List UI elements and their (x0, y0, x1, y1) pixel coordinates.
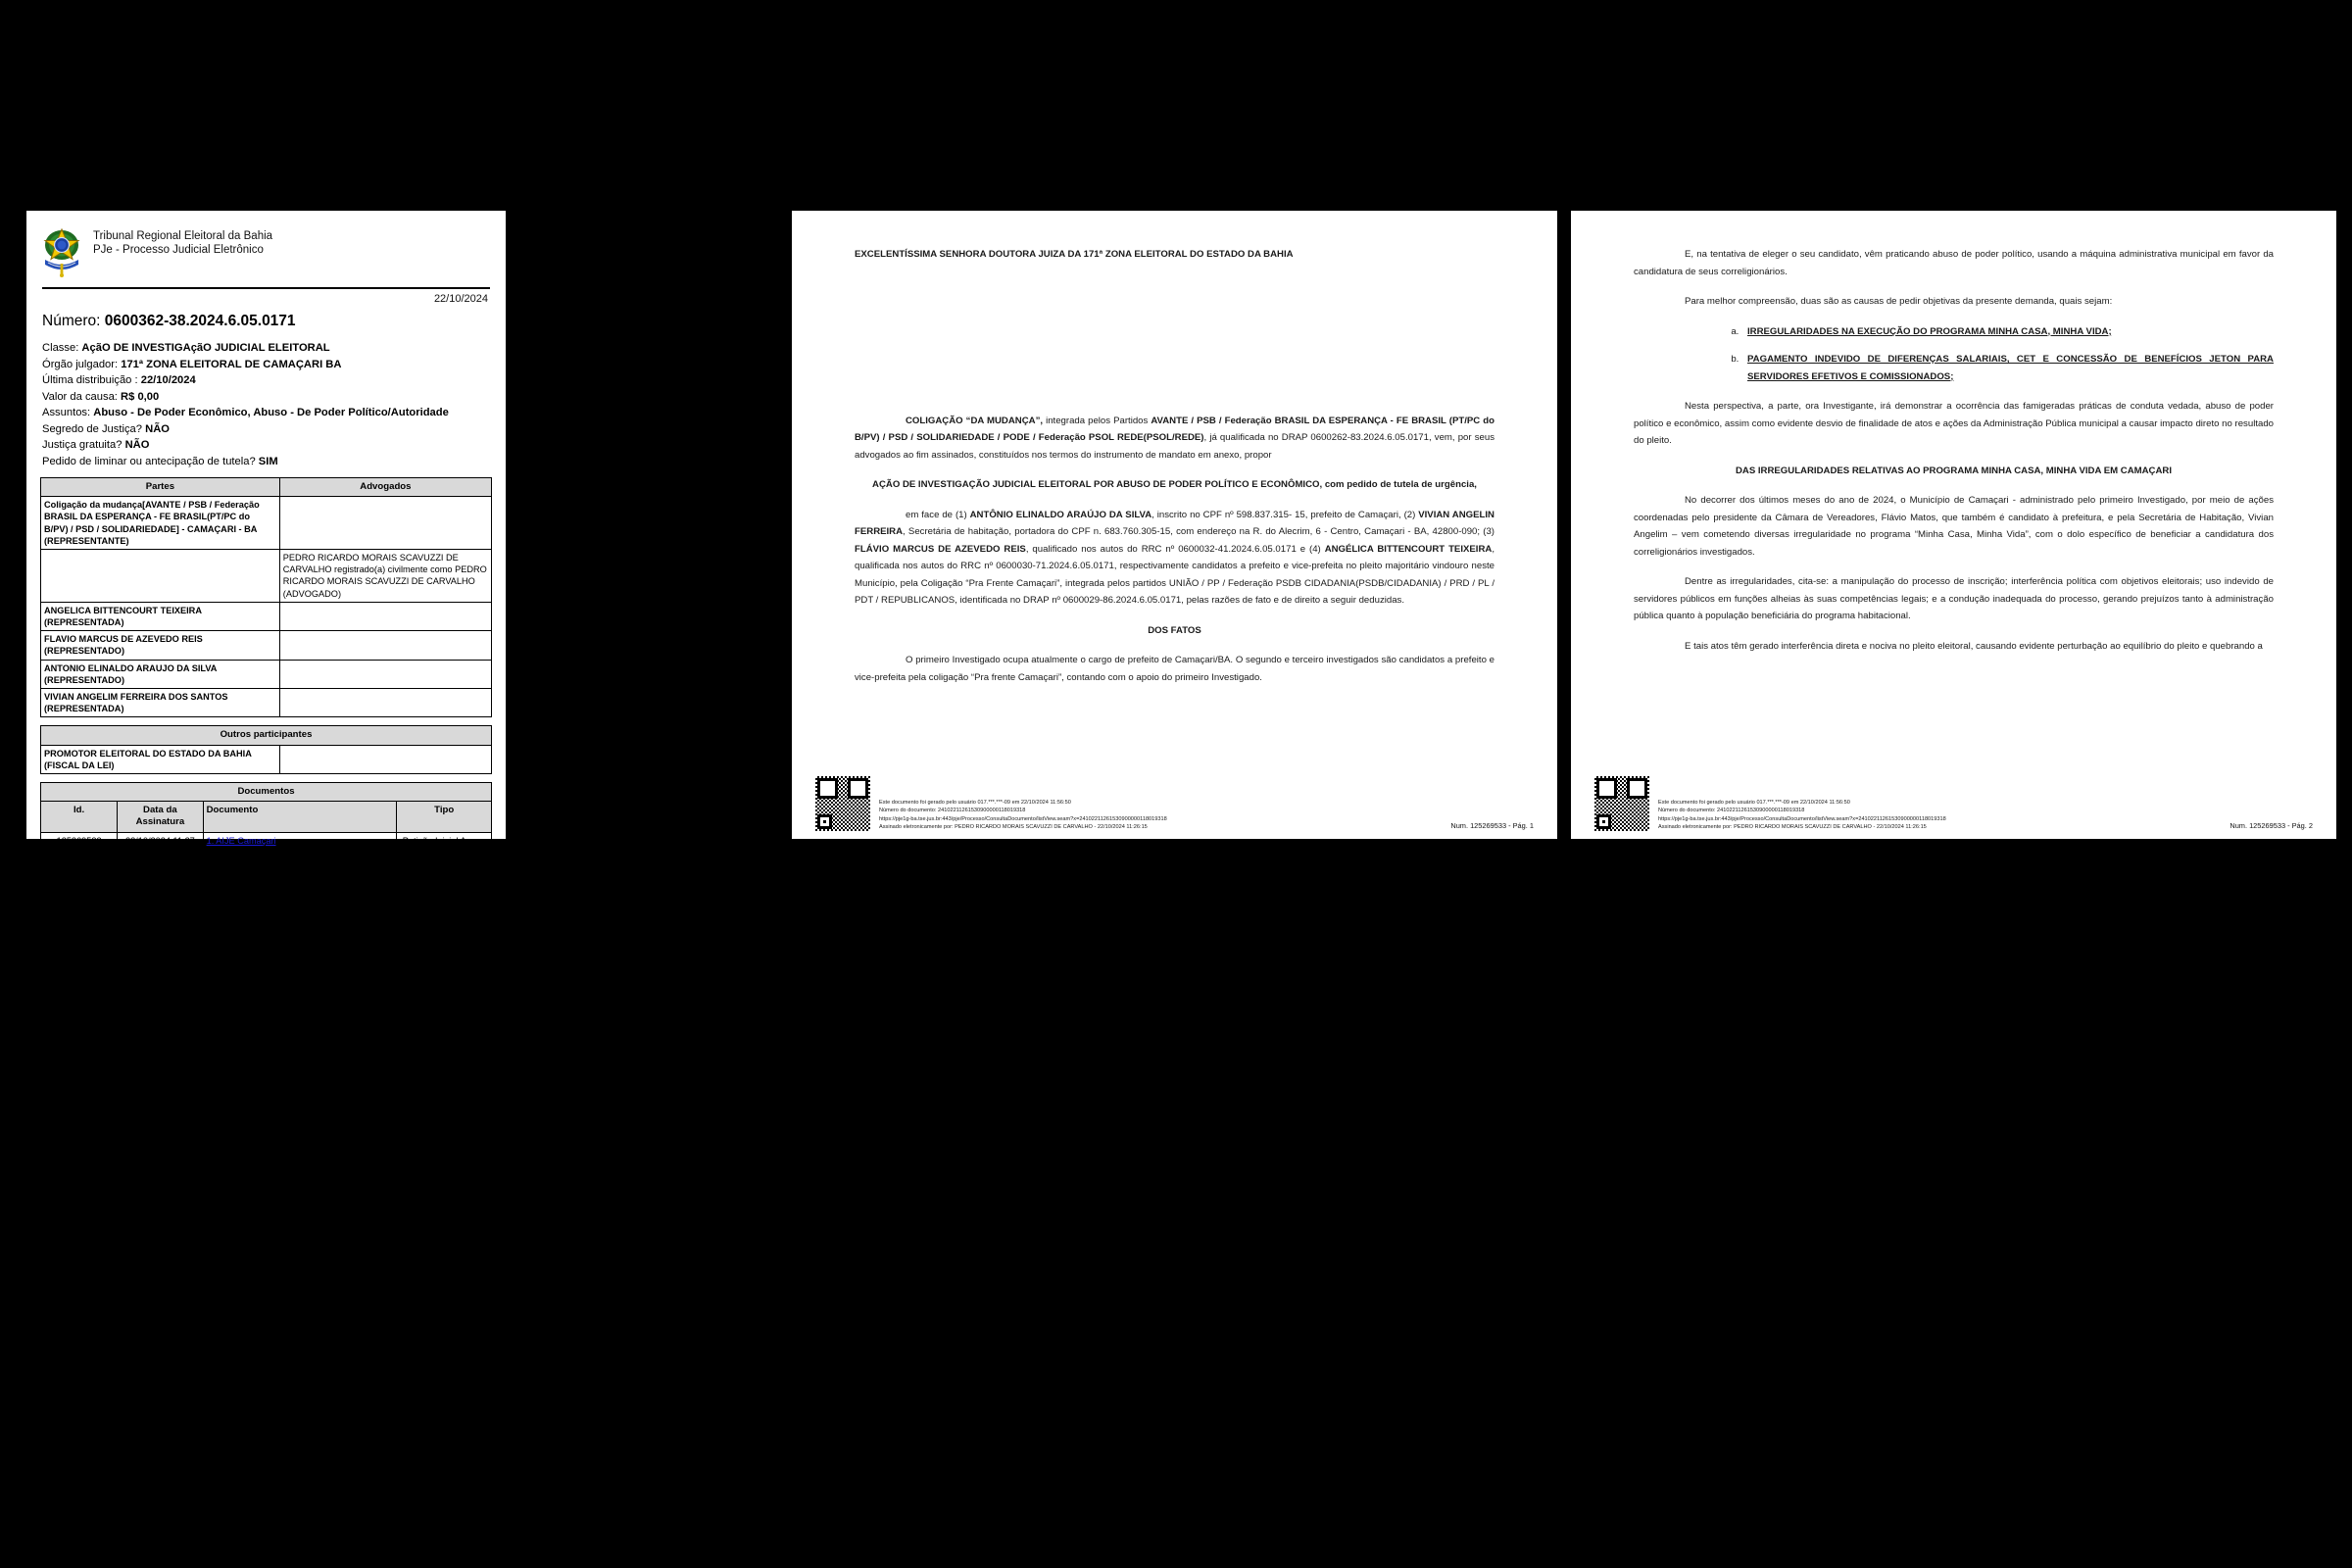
header-date: 22/10/2024 (433, 293, 488, 305)
coligacao-text-1: integrada pelos Partidos (1043, 415, 1152, 426)
participante-extra-cell (279, 745, 491, 773)
header-divider (42, 287, 490, 289)
table-row (41, 602, 492, 630)
meta-label: Última distribuição : (42, 374, 138, 386)
footer-metadata (879, 799, 1442, 831)
causas-list (1634, 323, 2274, 386)
partidos-list: AVANTE / PSB / Federação BRASIL DA ESPERANÇA - FE BRASIL (PT/PC do B/PV) / PSD / SOLIDARIEDADE / PODE / Federação PSOL REDE(PSOL/REDE) (855, 415, 1494, 443)
meta-pedido-liminar (42, 454, 492, 470)
paragraph-interferencia: E tais atos têm gerado interferência direta e nociva no pleito eleitoral, causando evidente perturbação ao equilíbrio do pleito e quebrando a (1685, 640, 2263, 652)
process-number-label: Número: (42, 313, 101, 329)
table-row (41, 832, 492, 849)
meta-value: Abuso - De Poder Econômico, Abuso - De Poder Político/Autoridade (93, 407, 449, 418)
investigado-2-name: VIVIAN ANGELIN FERREIRA (855, 509, 1494, 537)
parte-cell: ANGELICA BITTENCOURT TEIXEIRA (REPRESENTADA) (41, 602, 280, 630)
meta-valor-causa (42, 389, 492, 406)
action-title-rest: com pedido de tutela de urgência, (1322, 479, 1477, 490)
partes-table (40, 477, 492, 717)
footer-signature: Assinado eletronicamente por: PEDRO RICARDO MORAIS SCAVUZZI DE CARVALHO - 22/10/2024 11:26:15 (1658, 823, 1927, 830)
documento-data-cell: 22/10/2024 11:27 (118, 832, 203, 849)
table-row (41, 631, 492, 660)
brazil-coat-of-arms-icon (40, 226, 83, 277)
table-row (41, 660, 492, 688)
institution-header (40, 220, 492, 277)
table-row (41, 745, 492, 773)
coligacao-text-2: , já qualificada no DRAP 0600262-83.2024.6.05.0171, vem, por seus advogados ao fim assinados, constituídos nos termos do instrumento de mandato em anexo, propor (855, 432, 1494, 461)
org-name: Tribunal Regional Eleitoral da Bahia (93, 230, 273, 242)
paragraph-irregularidades-lista: Dentre as irregularidades, cita-se: a manipulação do processo de inscrição; interferência política com objetivos eleitorais; uso indevido de servidores públicos em funções alheias às suas competências legais; e a condução inadequada do processo, gerando prejuízos tanto à administração pública quanto à população beneficiária do programa habitacional. (1634, 576, 2274, 621)
emface-text-5: , qualificada nos autos do RRC nº 0600030-71.2024.6.05.0171, respectivamente candidatos a prefeito e vice-prefeita no pleito majoritário vindouro neste Município, pela Coligação “Pra Frente Camaçari”, integrada pelos partidos UNIÃO / PP / Federação PSDB CIDADANIA(PSDB/CIDADANIA) / PRD / PL / PDT / REPUBLICANOS, identificada no DRAP nº 0600029-86.2024.6.05.0171, pelas razões de fato e de direito a seguir deduzidas. (855, 543, 1494, 606)
footer-document-number: Número do documento: 24102211261530900000118019318 (1658, 808, 1805, 814)
meta-label: Assuntos: (42, 407, 91, 418)
meta-value: SIM (258, 455, 278, 467)
paragraph-em-face-de (855, 507, 1494, 610)
process-number-line (42, 313, 492, 330)
paragraph-dos-fatos: O primeiro Investigado ocupa atualmente o cargo de prefeito de Camaçari/BA. O segundo e terceiro investigados são candidatos a prefeito e vice-prefeita pela coligação “Pra frente Camaçari”, contando com o apoio do primeiro Investigado. (855, 655, 1494, 683)
footer-url: https://pje1g-ba.tse.jus.br:443/pje/Processo/ConsultaDocumento/listView.seam?x=24102211261530900000118019318 (879, 815, 1167, 822)
action-title (855, 476, 1494, 494)
parte-cell: VIVIAN ANGELIM FERREIRA DOS SANTOS (REPRESENTADA) (41, 689, 280, 717)
column-header-tipo: Tipo (397, 802, 492, 832)
page-petition-1 (792, 211, 1557, 839)
emface-text-4: , qualificado nos autos do RRC nº 0600032-41.2024.6.05.0171 e (4) (1025, 543, 1325, 555)
footer-signature: Assinado eletronicamente por: PEDRO RICARDO MORAIS SCAVUZZI DE CARVALHO - 22/10/2024 11:26:15 (879, 823, 1148, 830)
meta-label: Órgão julgador: (42, 358, 119, 370)
meta-value: 171ª ZONA ELEITORAL DE CAMAÇARI BA (121, 358, 342, 370)
addressee-heading: EXCELENTÍSSIMA SENHORA DOUTORA JUIZA DA 171ª ZONA ELEITORAL DO ESTADO DA BAHIA (855, 249, 1294, 260)
table-row (41, 550, 492, 603)
action-title-bold: AÇÃO DE INVESTIGAÇÃO JUDICIAL ELEITORAL POR ABUSO DE PODER POLÍTICO E ECONÔMICO, (872, 479, 1323, 490)
advogado-cell: PEDRO RICARDO MORAIS SCAVUZZI DE CARVALHO registrado(a) civilmente como PEDRO RICARDO MORAIS SCAVUZZI DE CARVALHO (ADVOGADO) (279, 550, 491, 603)
footer-metadata (1658, 799, 2221, 831)
documento-link[interactable]: 1. AIJE Camaçari (206, 835, 276, 846)
footer-page-label: Num. 125269533 - Pág. 1 (1450, 821, 1534, 830)
paragraph-coligacao (855, 413, 1494, 465)
blank-space (855, 322, 1494, 413)
investigado-1-name: ANTÔNIO ELINALDO ARAÚJO DA SILVA (969, 509, 1152, 520)
column-header-outros-participantes: Outros participantes (41, 726, 492, 745)
column-header-id: Id. (41, 802, 118, 832)
advogado-cell (279, 689, 491, 717)
advogado-cell (279, 497, 491, 550)
advogado-cell (279, 631, 491, 660)
meta-justica-gratuita (42, 437, 492, 454)
table-subheader-row (41, 802, 492, 832)
footer-url: https://pje1g-ba.tse.jus.br:443/pje/Processo/ConsultaDocumento/listView.seam?x=24102211261530900000118019318 (1658, 815, 1946, 822)
column-header-advogados: Advogados (279, 478, 491, 497)
investigado-4-name: ANGÉLICA BITTENCOURT TEIXEIRA (1324, 543, 1493, 555)
table-header-row (41, 478, 492, 497)
emface-text-2: , inscrito no CPF nº 598.837.315- 15, prefeito de Camaçari, (2) (1152, 509, 1419, 520)
meta-label: Justiça gratuita? (42, 439, 122, 451)
meta-value: AçãO DE INVESTIGAçãO JUDICIAL ELEITORAL (81, 342, 330, 354)
footer-generated-by: Este documento foi gerado pelo usuário 017.***.***-09 em 22/10/2024 11:56:50 (879, 800, 1071, 807)
investigado-3-name: FLÁVIO MARCUS DE AZEVEDO REIS (855, 543, 1026, 555)
paragraph-causas-pedir: Para melhor compreensão, duas são as causas de pedir objetivas da presente demanda, quais sejam: (1685, 296, 2113, 307)
meta-orgao-julgador (42, 357, 492, 373)
list-item (1741, 323, 2274, 341)
meta-ultima-distribuicao (42, 372, 492, 389)
qr-code-icon (1594, 776, 1649, 831)
meta-label: Valor da causa: (42, 390, 118, 403)
advogado-cell (279, 602, 491, 630)
emface-text-3: , Secretária de habitação, portadora do CPF n. 683.760.305-15, com endereço na R. do Alecrim, 6 - Centro, Camaçari - BA, 42800-090; (3) (903, 526, 1494, 537)
meta-classe (42, 340, 492, 357)
causa-item-a: a. IRREGULARIDADES NA EXECUÇÃO DO PROGRAMA MINHA CASA, MINHA VIDA; (1747, 325, 2112, 337)
meta-label: Classe: (42, 342, 79, 354)
documento-id-cell: 125269533 (41, 832, 118, 849)
documentos-table (40, 782, 492, 850)
meta-value: NÃO (124, 439, 150, 451)
section-title-irregularidades: DAS IRREGULARIDADES RELATIVAS AO PROGRAMA MINHA CASA, MINHA VIDA EM CAMAÇARI (1735, 465, 2173, 476)
meta-value: 22/10/2024 (140, 374, 196, 386)
footer-page-label: Num. 125269533 - Pág. 2 (2230, 821, 2313, 830)
outros-participantes-table (40, 725, 492, 774)
documento-tipo-cell: Petição Inicial Anexa (397, 832, 492, 849)
footer-document-number: Número do documento: 24102211261530900000118019318 (879, 808, 1026, 814)
table-row (41, 497, 492, 550)
meta-segredo-justica (42, 421, 492, 438)
table-row (41, 689, 492, 717)
participante-cell: PROMOTOR ELEITORAL DO ESTADO DA BAHIA (FISCAL DA LEI) (41, 745, 280, 773)
section-title-dos-fatos: DOS FATOS (1148, 624, 1201, 636)
system-name: PJe - Processo Judicial Eletrônico (93, 243, 264, 256)
footer-generated-by: Este documento foi gerado pelo usuário 017.***.***-09 em 22/10/2024 11:56:50 (1658, 800, 1850, 807)
documento-link-cell[interactable] (203, 832, 397, 849)
emface-text-1: em face de (1) (906, 509, 970, 520)
meta-assuntos (42, 405, 492, 421)
parte-cell (41, 550, 280, 603)
coligacao-name: COLIGAÇÃO “DA MUDANÇA”, (906, 415, 1044, 426)
meta-value: R$ 0,00 (121, 390, 160, 403)
meta-value: NÃO (145, 422, 170, 435)
process-number-value: 0600362-38.2024.6.05.0171 (104, 313, 296, 329)
page-footer (815, 776, 1534, 831)
meta-label: Pedido de liminar ou antecipação de tutela? (42, 455, 256, 467)
advogado-cell (279, 660, 491, 688)
column-header-data-assinatura: Data da Assinatura (118, 802, 203, 832)
page-cover-sheet (26, 211, 506, 846)
paragraph-perspectiva: Nesta perspectiva, a parte, ora Investigante, irá demonstrar a ocorrência das famigeradas práticas de conduta vedada, abuso de poder político e econômico, assim como evidente desvio de finalidade de atos e ações da Administração Pública municipal a causar impacto direto no resultado do pleito. (1634, 401, 2274, 446)
paragraph-abuso-poder: E, na tentativa de eleger o seu candidato, vêm praticando abuso de poder político, usando a máquina administrativa municipal em favor da candidatura de seus correligionários. (1634, 249, 2274, 277)
table-header-row (41, 726, 492, 745)
column-header-documentos: Documentos (41, 783, 492, 802)
parte-cell: FLAVIO MARCUS DE AZEVEDO REIS (REPRESENTADO) (41, 631, 280, 660)
parte-cell: Coligação da mudança[AVANTE / PSB / Federação BRASIL DA ESPERANÇA - FE BRASIL(PT/PC do B/PV) / PSD / SOLIDARIEDADE] - CAMAÇARI - BA (REPRESENTANTE) (41, 497, 280, 550)
column-header-partes: Partes (41, 478, 280, 497)
parte-cell: ANTONIO ELINALDO ARAUJO DA SILVA (REPRESENTADO) (41, 660, 280, 688)
page-petition-2 (1571, 211, 2336, 839)
page-footer (1594, 776, 2313, 831)
list-item (1741, 351, 2274, 385)
causa-item-b: b. PAGAMENTO INDEVIDO DE DIFERENÇAS SALARIAIS, CET E CONCESSÃO DE BENEFÍCIOS JETON PARA SERVIDORES EFETIVOS E COMISSIONADOS; (1747, 354, 2274, 382)
paragraph-minha-casa: No decorrer dos últimos meses do ano de 2024, o Município de Camaçari - administrado pelo primeiro Investigado, por meio de ações coordenadas pelo presidente da Câmara de Vereadores, Flávio Matos, que também é candidato à prefeitura, e pela Secretária de Habitação, Vivian Angelim – vem cometendo diversas irregularidade no programa “Minha Casa, Minha Vida”, com o dolo específico de beneficiar a candidatura dos correligionários investigados. (1634, 495, 2274, 558)
table-header-row (41, 783, 492, 802)
meta-label: Segredo de Justiça? (42, 422, 142, 435)
column-header-documento: Documento (203, 802, 397, 832)
qr-code-icon (815, 776, 870, 831)
